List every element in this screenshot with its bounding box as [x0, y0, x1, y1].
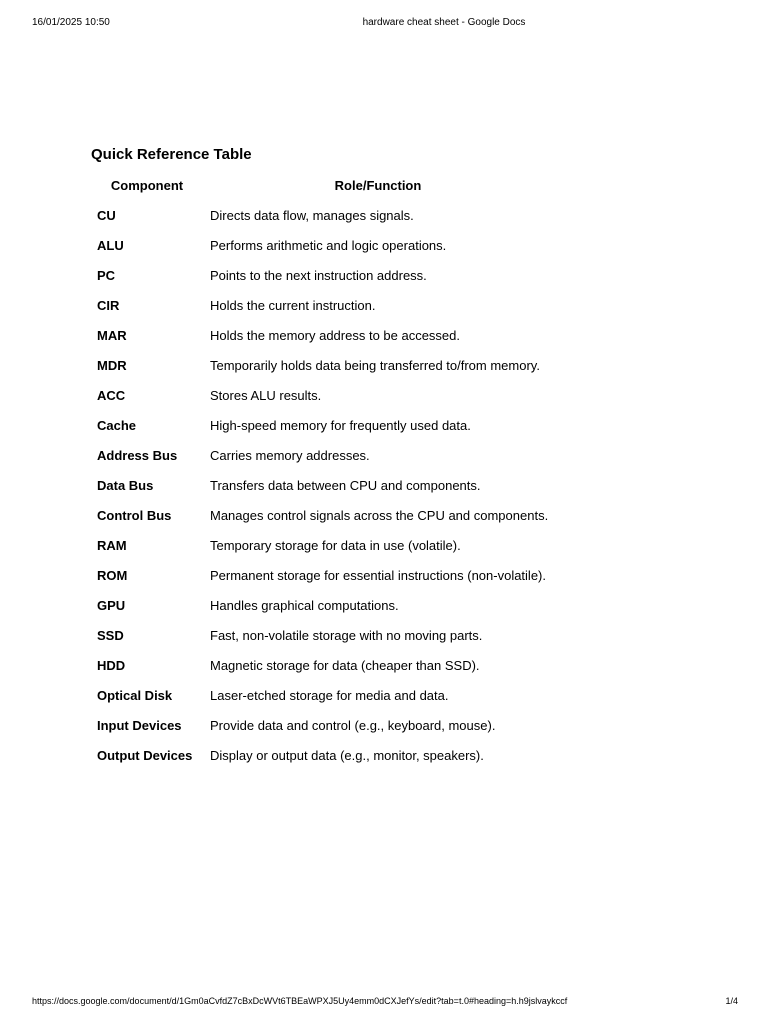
role-function-cell: High-speed memory for frequently used data.: [210, 418, 471, 433]
table-row: [91, 685, 611, 715]
component-name-cell: MDR: [97, 358, 127, 373]
table-body: [91, 205, 611, 775]
component-name-cell: RAM: [97, 538, 127, 553]
component-name-cell: Output Devices: [97, 748, 193, 763]
table-row: [91, 595, 611, 625]
column-header-component: Component: [110, 178, 184, 193]
role-function-cell: Holds the memory address to be accessed.: [210, 328, 461, 343]
role-function-cell: Temporarily holds data being transferred to/from memory.: [210, 358, 540, 373]
role-function-cell: Manages control signals across the CPU and components.: [210, 508, 549, 523]
table-row: [91, 475, 611, 505]
component-name-cell: Input Devices: [97, 718, 182, 733]
role-function-cell: Transfers data between CPU and components.: [210, 478, 481, 493]
page-number: 1/4: [725, 996, 738, 1006]
role-function-cell: Laser-etched storage for media and data.: [210, 688, 449, 703]
role-function-cell: Magnetic storage for data (cheaper than SSD).: [210, 658, 480, 673]
role-function-cell: Stores ALU results.: [210, 388, 322, 403]
table-row: [91, 385, 611, 415]
role-function-cell: Carries memory addresses.: [210, 448, 370, 463]
component-name-cell: ROM: [97, 568, 128, 583]
component-name-cell: Cache: [97, 418, 137, 433]
reference-table: [91, 175, 611, 775]
table-row: [91, 565, 611, 595]
role-function-cell: Performs arithmetic and logic operations.: [210, 238, 447, 253]
table-row: [91, 355, 611, 385]
component-name-cell: Control Bus: [97, 508, 172, 523]
role-function-cell: Holds the current instruction.: [210, 298, 376, 313]
component-name-cell: Data Bus: [97, 478, 154, 493]
table-row: [91, 505, 611, 535]
print-date: 16/01/2025 10:50: [32, 17, 110, 28]
role-function-cell: Display or output data (e.g., monitor, speakers).: [210, 748, 484, 763]
component-name-cell: ACC: [97, 388, 126, 403]
table-row: [91, 655, 611, 685]
document-heading: Quick Reference Table: [91, 146, 252, 163]
print-document-title: hardware cheat sheet - Google Docs: [362, 17, 526, 28]
component-name-cell: CU: [97, 208, 116, 223]
role-function-cell: Directs data flow, manages signals.: [210, 208, 414, 223]
table-row: [91, 235, 611, 265]
role-function-cell: Fast, non-volatile storage with no moving parts.: [210, 628, 483, 643]
role-function-cell: Provide data and control (e.g., keyboard, mouse).: [210, 718, 496, 733]
component-name-cell: PC: [97, 268, 116, 283]
column-header-role: Role/Function: [334, 178, 422, 193]
table-row: [91, 295, 611, 325]
table-row: [91, 745, 611, 775]
table-header-row: [91, 175, 611, 205]
table-row: [91, 625, 611, 655]
component-name-cell: MAR: [97, 328, 127, 343]
component-name-cell: SSD: [97, 628, 124, 643]
table-row: [91, 445, 611, 475]
table-row: [91, 715, 611, 745]
role-function-cell: Points to the next instruction address.: [210, 268, 427, 283]
role-function-cell: Handles graphical computations.: [210, 598, 399, 613]
table-row: [91, 205, 611, 235]
component-name-cell: HDD: [97, 658, 126, 673]
role-function-cell: Permanent storage for essential instructions (non-volatile).: [210, 568, 546, 583]
component-name-cell: Address Bus: [97, 448, 178, 463]
table-row: [91, 535, 611, 565]
table-row: [91, 415, 611, 445]
table-row: [91, 265, 611, 295]
component-name-cell: Optical Disk: [97, 688, 173, 703]
component-name-cell: GPU: [97, 598, 126, 613]
table-row: [91, 325, 611, 355]
component-name-cell: CIR: [97, 298, 120, 313]
component-name-cell: ALU: [97, 238, 124, 253]
print-url: https://docs.google.com/document/d/1Gm0aCvfdZ7cBxDcWVt6TBEaWPXJ5Uy4emm0dCXJefYs/edit?tab=t.0#heading=h.h9jslvaykccf: [32, 996, 568, 1006]
role-function-cell: Temporary storage for data in use (volatile).: [210, 538, 461, 553]
